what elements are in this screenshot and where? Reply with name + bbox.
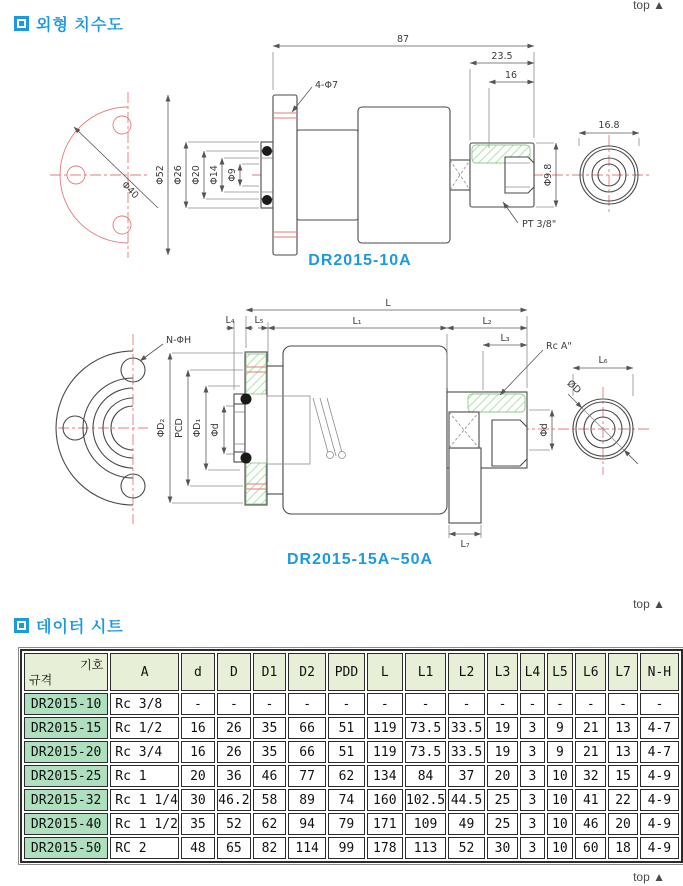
- dim-bolt-holes: N-ΦH: [166, 335, 192, 346]
- thread-size-cell: Rc 3/4: [110, 741, 179, 763]
- o-ring-bottom: [241, 453, 252, 464]
- top-link-1[interactable]: top ▲: [633, 0, 665, 12]
- value-cell: -: [608, 693, 637, 715]
- dim-step1: Φ20: [191, 165, 202, 185]
- value-cell: 51: [328, 741, 364, 763]
- value-cell: 16: [181, 741, 215, 763]
- o-ring-top: [241, 394, 252, 405]
- value-cell: 10: [547, 813, 573, 835]
- value-cell: 26: [217, 717, 251, 739]
- value-cell: -: [547, 693, 573, 715]
- value-cell: 62: [253, 813, 286, 835]
- dim-flange-dia: Φ52: [155, 165, 166, 185]
- drawing2-caption: DR2015-15A~50A: [286, 551, 434, 568]
- model-cell: DR2015-10: [24, 693, 108, 715]
- value-cell: 36: [217, 765, 251, 787]
- end-view: [558, 355, 650, 475]
- thread-size-cell: Rc 1 1/2: [110, 813, 179, 835]
- datasheet-table: [20, 649, 683, 863]
- top-link-2[interactable]: top ▲: [633, 597, 665, 611]
- value-cell: 4-9: [640, 789, 679, 811]
- value-cell: 30: [487, 837, 518, 859]
- value-cell: 51: [328, 717, 364, 739]
- model-cell: DR2015-25: [24, 765, 108, 787]
- value-cell: 3: [520, 765, 545, 787]
- value-cell: -: [640, 693, 679, 715]
- column-header-l1: L1: [405, 653, 446, 691]
- value-cell: -: [288, 693, 326, 715]
- column-header-a: A: [110, 653, 179, 691]
- value-cell: 66: [288, 741, 326, 763]
- datasheet-body: [24, 693, 679, 859]
- value-cell: 99: [328, 837, 364, 859]
- drawing-dr2015-10a: [0, 30, 683, 280]
- table-row: [24, 789, 679, 811]
- table-row: [24, 813, 679, 835]
- dim-end-width: 16.8: [598, 120, 620, 131]
- dim-step2: Φ14: [209, 165, 220, 185]
- value-cell: 4-9: [640, 837, 679, 859]
- value-cell: 19: [487, 717, 518, 739]
- value-cell: 10: [547, 765, 573, 787]
- corner-spec-label: 규격: [29, 673, 53, 687]
- value-cell: 49: [448, 813, 485, 835]
- value-cell: 41: [575, 789, 606, 811]
- column-header-d1: D1: [253, 653, 286, 691]
- corner-header-cell: [24, 653, 108, 691]
- column-header-l6: L6: [575, 653, 606, 691]
- value-cell: -: [217, 693, 251, 715]
- dim-flange-dia: ΦD₂: [156, 418, 167, 438]
- value-cell: 20: [181, 765, 215, 787]
- dim-l4: L₄: [225, 315, 235, 326]
- value-cell: -: [575, 693, 606, 715]
- dim-port-thread: Rc A": [546, 341, 572, 352]
- dim-l6: L₆: [598, 355, 608, 366]
- value-cell: 21: [575, 741, 606, 763]
- column-header-l2: L2: [448, 653, 485, 691]
- column-header-l4: L4: [520, 653, 545, 691]
- value-cell: 9: [547, 717, 573, 739]
- value-cell: 62: [328, 765, 364, 787]
- top-link-3[interactable]: top ▲: [633, 870, 665, 884]
- thread-size-cell: Rc 1/2: [110, 717, 179, 739]
- value-cell: 13: [608, 741, 637, 763]
- model-cell: DR2015-15: [24, 717, 108, 739]
- value-cell: 3: [520, 813, 545, 835]
- value-cell: 9: [547, 741, 573, 763]
- value-cell: 4-7: [640, 717, 679, 739]
- value-cell: -: [520, 693, 545, 715]
- model-cell: DR2015-40: [24, 813, 108, 835]
- value-cell: 113: [405, 837, 446, 859]
- value-cell: -: [328, 693, 364, 715]
- thread-size-cell: Rc 1: [110, 765, 179, 787]
- value-cell: 35: [181, 813, 215, 835]
- value-cell: 26: [217, 741, 251, 763]
- table-row: [24, 837, 679, 859]
- value-cell: -: [181, 693, 215, 715]
- value-cell: 77: [288, 765, 326, 787]
- column-header-pdd: PDD: [328, 653, 364, 691]
- value-cell: 33.5: [448, 717, 485, 739]
- dim-bolt-holes: 4-Φ7: [315, 80, 338, 91]
- value-cell: 20: [608, 813, 637, 835]
- column-header-n-h: N-H: [640, 653, 679, 691]
- value-cell: 178: [367, 837, 403, 859]
- value-cell: 19: [487, 741, 518, 763]
- drawing1-caption: DR2015-10A: [308, 252, 412, 269]
- value-cell: 35: [253, 741, 286, 763]
- value-cell: 48: [181, 837, 215, 859]
- dim-bolt-circle: Φ40: [119, 179, 141, 202]
- flange-front-view: [56, 334, 191, 524]
- column-header-l7: L7: [608, 653, 637, 691]
- column-header-d: d: [181, 653, 215, 691]
- value-cell: 35: [253, 717, 286, 739]
- value-cell: 134: [367, 765, 403, 787]
- value-cell: 52: [448, 837, 485, 859]
- value-cell: 25: [487, 813, 518, 835]
- dim-l2: L₂: [482, 316, 492, 327]
- value-cell: 15: [608, 765, 637, 787]
- value-cell: 109: [405, 813, 446, 835]
- dim-thread-len: 16: [504, 70, 518, 81]
- column-header-l: L: [367, 653, 403, 691]
- value-cell: 46.2: [217, 789, 251, 811]
- dim-body-od: ØD: [564, 378, 583, 397]
- value-cell: 3: [520, 789, 545, 811]
- thread-size-cell: RC 2: [110, 837, 179, 859]
- flange-front-view: [50, 92, 158, 258]
- section-title-text: 외형 치수도: [36, 17, 124, 34]
- value-cell: 33.5: [448, 741, 485, 763]
- section-title-text: 데이터 시트: [36, 619, 124, 636]
- dim-spigot-d: Φd: [210, 423, 221, 437]
- dim-port-thread: PT 3/8": [522, 219, 557, 230]
- value-cell: 3: [520, 741, 545, 763]
- model-cell: DR2015-32: [24, 789, 108, 811]
- dim-port-bore: Φd: [539, 423, 550, 437]
- side-view: [156, 298, 652, 550]
- column-header-d2: D2: [288, 653, 326, 691]
- value-cell: 20: [487, 765, 518, 787]
- value-cell: 4-9: [640, 765, 679, 787]
- o-ring-bottom: [262, 195, 272, 205]
- value-cell: 3: [520, 837, 545, 859]
- dim-l5: L₅: [254, 315, 264, 326]
- value-cell: 4-9: [640, 813, 679, 835]
- value-cell: 22: [608, 789, 637, 811]
- value-cell: 119: [367, 717, 403, 739]
- value-cell: 18: [608, 837, 637, 859]
- dim-l3: L₃: [500, 333, 510, 344]
- value-cell: 94: [288, 813, 326, 835]
- value-cell: 52: [217, 813, 251, 835]
- value-cell: -: [487, 693, 518, 715]
- value-cell: 84: [405, 765, 446, 787]
- column-header-l3: L3: [487, 653, 518, 691]
- dim-d1: ΦD₁: [192, 418, 203, 438]
- dim-overall: 87: [396, 34, 410, 45]
- dim-l1: L₁: [352, 316, 362, 327]
- drawing-dr2015-15a-50a: [0, 298, 683, 553]
- value-cell: 25: [487, 789, 518, 811]
- value-cell: 30: [181, 789, 215, 811]
- o-ring-top: [262, 146, 272, 156]
- value-cell: 21: [575, 717, 606, 739]
- value-cell: 10: [547, 837, 573, 859]
- section-square-icon: [14, 618, 29, 633]
- section-square-icon: [14, 16, 29, 31]
- dim-pcd: PCD: [174, 418, 185, 438]
- table-row: [24, 765, 679, 787]
- value-cell: 102.5: [405, 789, 446, 811]
- table-row: [24, 717, 679, 739]
- value-cell: 10: [547, 789, 573, 811]
- value-cell: 44.5: [448, 789, 485, 811]
- value-cell: 46: [253, 765, 286, 787]
- value-cell: 60: [575, 837, 606, 859]
- value-cell: -: [448, 693, 485, 715]
- value-cell: 3: [520, 717, 545, 739]
- dim-spigot-od: Φ26: [173, 165, 184, 185]
- thread-size-cell: Rc 1 1/4: [110, 789, 179, 811]
- table-row: [24, 741, 679, 763]
- dim-l7: L₇: [460, 539, 470, 550]
- table-row: [24, 693, 679, 715]
- dim-bore: Φ9: [227, 168, 238, 182]
- header-row: [24, 653, 679, 691]
- dim-port-od: Φ9.8: [543, 163, 554, 187]
- value-cell: 89: [288, 789, 326, 811]
- value-cell: 13: [608, 717, 637, 739]
- end-view: [579, 120, 639, 215]
- model-cell: DR2015-20: [24, 741, 108, 763]
- value-cell: 171: [367, 813, 403, 835]
- value-cell: 58: [253, 789, 286, 811]
- value-cell: 119: [367, 741, 403, 763]
- value-cell: 73.5: [405, 717, 446, 739]
- value-cell: 16: [181, 717, 215, 739]
- value-cell: 114: [288, 837, 326, 859]
- value-cell: -: [405, 693, 446, 715]
- column-header-l5: L5: [547, 653, 573, 691]
- thread-size-cell: Rc 3/8: [110, 693, 179, 715]
- value-cell: -: [367, 693, 403, 715]
- value-cell: 37: [448, 765, 485, 787]
- value-cell: 4-7: [640, 741, 679, 763]
- dim-overall: L: [385, 298, 391, 309]
- dim-cap-len: 23.5: [491, 51, 513, 62]
- value-cell: 32: [575, 765, 606, 787]
- value-cell: 74: [328, 789, 364, 811]
- value-cell: 46: [575, 813, 606, 835]
- value-cell: 65: [217, 837, 251, 859]
- value-cell: 73.5: [405, 741, 446, 763]
- value-cell: 79: [328, 813, 364, 835]
- value-cell: -: [253, 693, 286, 715]
- model-cell: DR2015-50: [24, 837, 108, 859]
- value-cell: 160: [367, 789, 403, 811]
- side-view: [155, 34, 650, 255]
- corner-symbol-label: 기호: [80, 658, 104, 672]
- value-cell: 82: [253, 837, 286, 859]
- value-cell: 66: [288, 717, 326, 739]
- column-header-d: D: [217, 653, 251, 691]
- section-title-datasheet: [14, 614, 124, 637]
